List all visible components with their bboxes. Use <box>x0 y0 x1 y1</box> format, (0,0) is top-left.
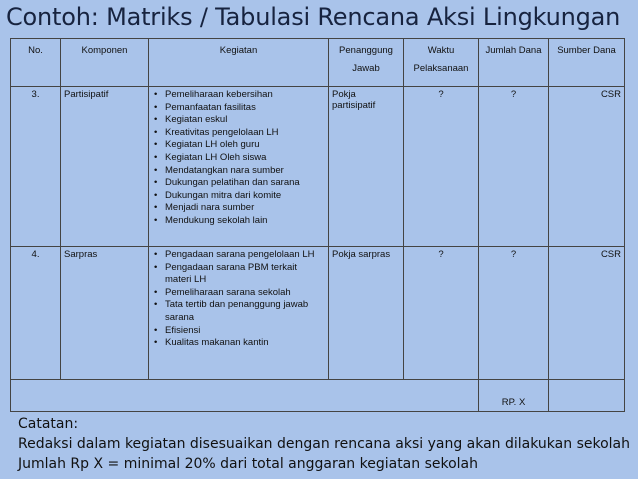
total-amount: RP. X <box>479 379 549 411</box>
total-spacer-cell <box>11 379 479 411</box>
table-row <box>11 246 625 379</box>
activity-item: • Mendatangkan nara sumber <box>152 165 325 178</box>
total-empty-cell <box>549 379 625 411</box>
cell-penanggung-jawab: Pokja partisipatif <box>329 87 404 247</box>
table-row <box>11 87 625 247</box>
notes-heading: Catatan: <box>18 416 79 432</box>
activity-item: • Kegiatan LH Oleh siswa <box>152 152 325 165</box>
activity-item: • Pemeliharaan kebersihan <box>152 89 325 102</box>
header-waktu-line1: Waktu <box>427 45 455 56</box>
cell-komponen: Partisipatif <box>61 87 149 247</box>
activity-item: • Dukungan mitra dari komite <box>152 190 325 203</box>
notes-line-2: Jumlah Rp X = minimal 20% dari total anggaran kegiatan sekolah <box>18 456 479 472</box>
activity-item: • Kualitas makanan kantin <box>152 337 325 350</box>
header-jumlah-dana: Jumlah Dana <box>479 39 549 87</box>
cell-sumber-dana: CSR <box>549 87 625 247</box>
cell-kegiatan <box>149 246 329 379</box>
activity-list <box>152 249 325 350</box>
activity-list <box>152 89 325 228</box>
header-no: No. <box>11 39 61 87</box>
cell-komponen: Sarpras <box>61 246 149 379</box>
cell-jumlah-dana: ? <box>479 87 549 247</box>
cell-sumber-dana: CSR <box>549 246 625 379</box>
header-sumber-dana: Sumber Dana <box>549 39 625 87</box>
cell-no: 3. <box>11 87 61 247</box>
cell-kegiatan <box>149 87 329 247</box>
activity-item: • Kegiatan LH oleh guru <box>152 139 325 152</box>
activity-item: • Dukungan pelatihan dan sarana <box>152 177 325 190</box>
header-pj-line2: Jawab <box>352 63 380 74</box>
notes-line-1: Redaksi dalam kegiatan disesuaikan dengan rencana aksi yang akan dilakukan sekolah <box>18 436 630 452</box>
cell-jumlah-dana: ? <box>479 246 549 379</box>
header-kegiatan: Kegiatan <box>149 39 329 87</box>
slide-title: Contoh: Matriks / Tabulasi Rencana Aksi Lingkungan <box>6 3 621 31</box>
header-waktu-line2: Pelaksanaan <box>413 63 469 74</box>
activity-item: • Pemeliharaan sarana sekolah <box>152 287 325 300</box>
activity-item: • Kreativitas pengelolaan LH <box>152 127 325 140</box>
activity-item: • Tata tertib dan penanggung jawab sarana <box>152 299 325 324</box>
cell-waktu: ? <box>404 246 479 379</box>
activity-item: • Pengadaan sarana PBM terkait materi LH <box>152 262 325 287</box>
cell-penanggung-jawab: Pokja sarpras <box>329 246 404 379</box>
header-penanggung-jawab <box>329 39 404 87</box>
header-pj-line1: Penanggung <box>339 45 393 56</box>
activity-item: • Pengadaan sarana pengelolaan LH <box>152 249 325 262</box>
action-plan-table <box>10 38 625 412</box>
activity-item: • Efisiensi <box>152 325 325 338</box>
header-waktu-pelaksanaan <box>404 39 479 87</box>
activity-item: • Mendukung sekolah lain <box>152 215 325 228</box>
header-komponen: Komponen <box>61 39 149 87</box>
total-row <box>11 379 625 411</box>
table-header-row <box>11 39 625 87</box>
activity-item: • Kegiatan eskul <box>152 114 325 127</box>
cell-waktu: ? <box>404 87 479 247</box>
activity-item: • Menjadi nara sumber <box>152 202 325 215</box>
notes-section <box>18 414 630 474</box>
cell-no: 4. <box>11 246 61 379</box>
activity-item: • Pemanfaatan fasilitas <box>152 102 325 115</box>
